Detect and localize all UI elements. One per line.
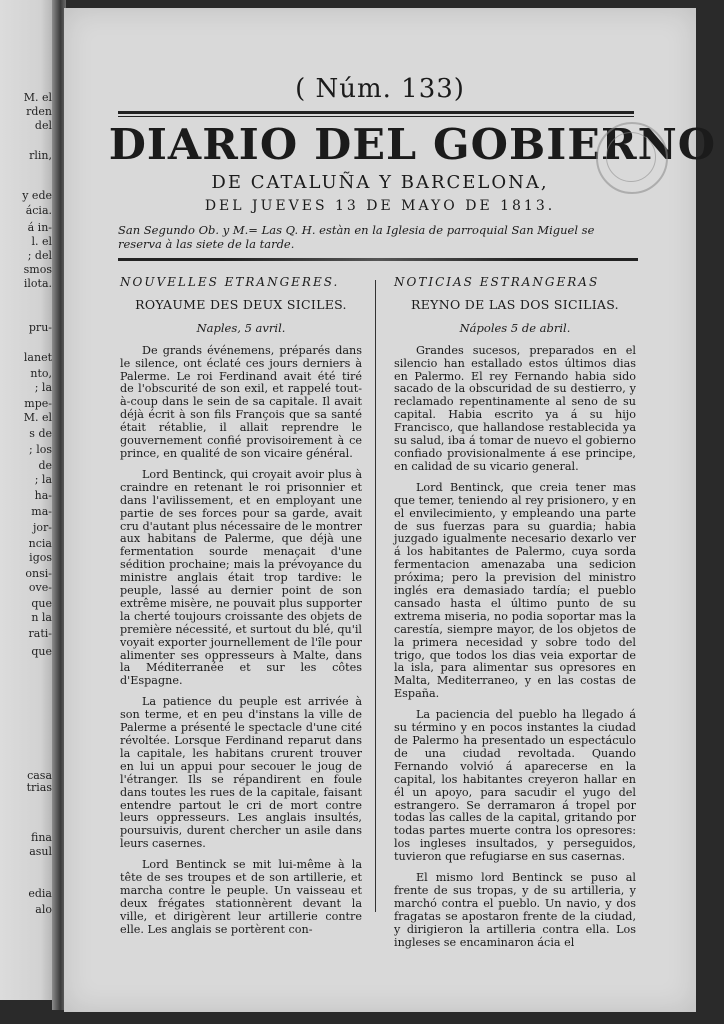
- french-paragraph: La patience du peuple est arrivée à son terme, et en peu d'instans la ville de Palerme a présenté le spectacle d'une cité révoltée. Lorsque Ferdinand reparut dans la capitale, les habitans crurent trouver en lui un appui pour secouer le joug de l'étranger. Ils se répandirent en foule dans toutes les rues de la capitale, faisant entendre partout le cri de mort contre leurs oppresseurs. Les anglais insultés, poursuivis, durent chercher un asile dans leurs casernes.: [120, 695, 362, 851]
- spanish-section-heading: NOTICIAS ESTRANGERAS: [394, 275, 600, 289]
- left-page-fragment: asul: [29, 845, 52, 858]
- left-page-fragment: rden: [26, 105, 52, 118]
- left-page-fragment: ; la: [34, 473, 52, 486]
- french-section-heading: NOUVELLES ETRANGERES.: [120, 275, 340, 289]
- french-paragraph: Lord Bentinck se mit lui-même à la tête de ses troupes et de son artillerie, et marcha contre le peuple. Un vaisseau et deux frégates stationnèrent devant la ville, et dirigèrent leur artillerie contre elle. Les anglais se portèrent con-: [120, 858, 362, 936]
- spanish-paragraph: Grandes sucesos, preparados en el silencio han estallado estos últimos dias en Palermo. El rey Fernando habia sido sacado de la obscuridad de su destierro, y reclamado repentinamente al seno de su capital. Habia escrito ya á su hijo Francisco, que hallandose restablecida ya su salud, iba á tomar de nuevo el gobierno confiado provisionalmente á ese principe, en calidad de su vicario general.: [394, 343, 636, 473]
- left-page-fragment: mpe-: [24, 397, 52, 410]
- left-page-fragment: ha-: [34, 489, 52, 502]
- left-page-fragment: igos: [29, 551, 52, 564]
- left-page-fragment: rati-: [28, 627, 52, 640]
- left-page-fragment: ncia: [28, 537, 52, 550]
- left-page-fragment: ove-: [28, 581, 52, 594]
- left-page-fragment: ácia.: [25, 204, 52, 217]
- left-page-fragment: rlin,: [29, 149, 52, 162]
- left-page-fragment: del: [34, 119, 52, 132]
- french-column: [120, 276, 362, 945]
- column-divider: [375, 280, 376, 912]
- left-page-fragment: M. el: [23, 411, 52, 424]
- left-page-fragment: M. el: [23, 91, 52, 104]
- left-page-fragment: s de: [29, 427, 52, 440]
- left-page-fragment: l. el: [31, 235, 52, 248]
- left-page-fragment: de: [38, 459, 52, 472]
- left-page-fragment: smos: [23, 263, 52, 276]
- newspaper-page: [64, 8, 717, 1012]
- spanish-paragraph: La paciencia del pueblo ha llegado á su término y en pocos instantes la ciudad de Palermo ha presentado un espectáculo de una ciudad revoltada. Quando Fernando volvió á aparecerse en la capital, los habitantes creyeron hallar en él un apoyo, para sacudir el yugo del estrangero. Se derramaron á tropel por todas las calles de la capital, gritando por todas partes muerte contra los opresores: los ingleses insultados, y perseguidos, tuvieron que refugiarse en sus casernas.: [394, 708, 636, 864]
- spanish-dateline: Nápoles 5 de abril.: [459, 320, 571, 335]
- spanish-column: [394, 276, 636, 958]
- left-page-fragment: que: [31, 597, 52, 610]
- left-page-fragment: ilota.: [23, 277, 52, 290]
- left-page-fragment: casa: [27, 769, 52, 782]
- religious-notice: San Segundo Ob. y M.= Las Q. H. estàn en la Iglesia de parroquial San Miguel se reserva à las siete de la tarde.: [118, 223, 595, 251]
- left-page-fragment: nto,: [30, 367, 52, 380]
- dateline: DEL JUEVES 13 DE MAYO DE 1813.: [204, 198, 556, 214]
- left-page-fragment: á in-: [27, 221, 52, 234]
- left-page-fragment: jor-: [32, 521, 52, 534]
- left-page-fragment: fina: [31, 831, 52, 844]
- left-page-fragment: n la: [31, 611, 52, 624]
- left-page-fragment: edia: [28, 887, 52, 900]
- spanish-country-heading: REYNO DE LAS DOS SICILIAS.: [411, 296, 619, 312]
- left-page-fragment: trias: [26, 781, 52, 794]
- left-page-fragment: lanet: [23, 351, 52, 364]
- section-rule: [118, 258, 638, 261]
- left-facing-page: [0, 0, 58, 1000]
- masthead-title: DIARIO DEL GOBIERNO: [108, 120, 717, 169]
- spanish-paragraph: El mismo lord Bentinck se puso al frente de sus tropas, y de su artilleria, y marchó contra el pueblo. Un navio, y dos fragatas se apostaron frente de la ciudad, y dirigieron la artilleria contra ella. Los ingleses se encaminaron ácia el: [394, 871, 636, 949]
- french-paragraph: Lord Bentinck, qui croyait avoir plus à craindre en retenant le roi prisonnier et dans l'avilissement, et en employant une partie de ses forces pour sa garde, avait cru d'autant plus nécessaire de le montrer aux habitans de Palerme, que déjà une fermentation sourde menaçait d'une sédition prochaine; mais la prévoyance du ministre anglais était trop tardive: le peuple, lassé au dernier point de son extrême misère, ne pouvait plus supporter la cherté toujours croissante des objets de première nécessité, et surtout du blé, qu'il voyait exporter journellement de l'île pour alimenter ses oppresseurs à Malte, dans la Méditerranée et sur les côtes d'Espagne.: [120, 467, 362, 688]
- issue-number: ( Núm. 133): [295, 74, 465, 104]
- top-rule: [118, 111, 634, 114]
- french-country-heading: ROYAUME DES DEUX SICILES.: [135, 296, 347, 312]
- left-page-fragment: ; los: [29, 443, 52, 456]
- left-page-fragment: ; del: [27, 249, 52, 262]
- masthead-subtitle: DE CATALUÑA Y BARCELONA,: [211, 172, 549, 193]
- french-dateline: Naples, 5 avril.: [196, 320, 286, 335]
- left-page-fragment: alo: [35, 903, 52, 916]
- left-page-fragment: ; la: [34, 381, 52, 394]
- left-page-fragment: pru-: [28, 321, 52, 334]
- left-page-fragment: y ede: [22, 189, 52, 202]
- left-page-fragment: que: [31, 645, 52, 658]
- top-rule-thin: [118, 116, 634, 117]
- spanish-paragraph: Lord Bentinck, que creia tener mas que temer, teniendo al rey prisionero, y en el envilecimiento, y empleando una parte de sus fuerzas para su guardia; habia juzgado igualmente necesario dexarlo ver á los habitantes de Palermo, cuya sorda fermentacion amenazaba una sedicion próxima; pero la prevision del ministro inglés era demasiado tardía; el pueblo cansado hasta el último punto de su extrema miseria, no podia soportar mas la carestía, siempre mayor, de los objetos de la primera necesidad y sobre todo del trigo, que todos los dias veia exportar de la isla, para alimentar sus opresores en Malta, Mediterraneo, y en las costas de España.: [394, 480, 636, 701]
- left-page-fragment: onsi-: [25, 567, 52, 580]
- left-page-fragment: ma-: [31, 505, 52, 518]
- french-paragraph: De grands événemens, préparés dans le silence, ont éclaté ces jours derniers à Palerme. Le roi Ferdinand avait été tiré de l'obscurité de son exil, et rappelé tout-à-coup dans le sein de sa capitale. Il avait déjà écrit à son fils François que sa santé était rétablie, il allait reprendre le gouvernement confié provisoirement à ce prince, en qualité de son vicaire général.: [120, 343, 362, 460]
